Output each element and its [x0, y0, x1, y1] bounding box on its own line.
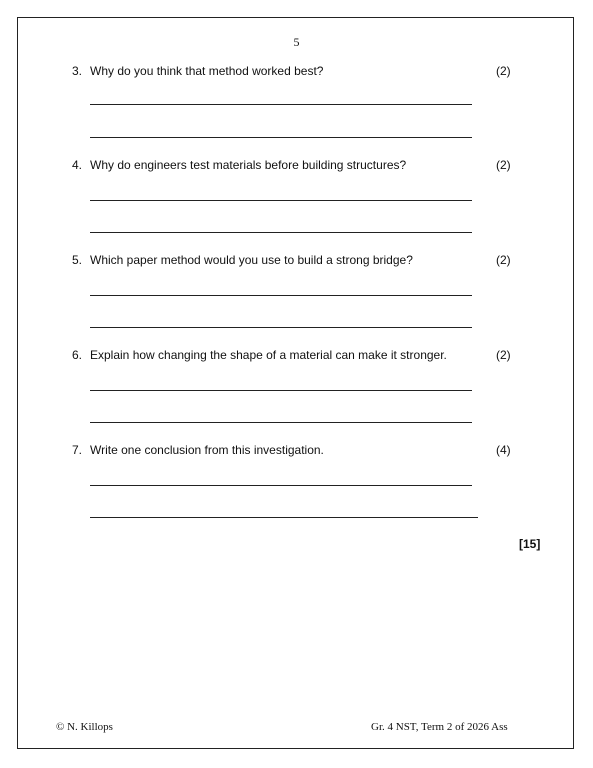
- answer-line[interactable]: [90, 390, 472, 391]
- answer-line[interactable]: [90, 485, 472, 486]
- page-border: [17, 17, 574, 749]
- question-text: Why do engineers test materials before building structures?: [90, 158, 407, 172]
- answer-line[interactable]: [90, 422, 472, 423]
- answer-line[interactable]: [90, 295, 472, 296]
- answer-line[interactable]: [90, 104, 472, 105]
- question-3: [72, 63, 542, 83]
- footer-course-info: Gr. 4 NST, Term 2 of 2026 Ass: [371, 721, 508, 733]
- question-marks: (2): [496, 348, 511, 362]
- question-5: [72, 252, 542, 272]
- question-text: Which paper method would you use to build a strong bridge?: [90, 253, 413, 267]
- question-text: Why do you think that method worked best?: [90, 64, 324, 78]
- question-number: 4.: [72, 158, 83, 172]
- question-6: [72, 347, 542, 367]
- answer-line[interactable]: [90, 200, 472, 201]
- question-marks: (2): [496, 253, 511, 267]
- footer-copyright: © N. Killops: [56, 721, 113, 733]
- question-marks: (2): [496, 64, 511, 78]
- answer-line[interactable]: [90, 517, 478, 518]
- question-4: [72, 157, 542, 177]
- question-number: 5.: [72, 253, 83, 267]
- question-number: 7.: [72, 443, 83, 457]
- question-7: [72, 442, 542, 462]
- answer-line[interactable]: [90, 327, 472, 328]
- question-marks: (4): [496, 443, 511, 457]
- answer-line[interactable]: [90, 137, 472, 138]
- question-number: 3.: [72, 64, 83, 78]
- question-text: Explain how changing the shape of a material can make it stronger.: [90, 348, 447, 362]
- page-number: 5: [293, 35, 300, 49]
- total-marks: [15]: [519, 537, 541, 551]
- question-text: Write one conclusion from this investigation.: [90, 443, 324, 457]
- question-marks: (2): [496, 158, 511, 172]
- question-number: 6.: [72, 348, 83, 362]
- answer-line[interactable]: [90, 232, 472, 233]
